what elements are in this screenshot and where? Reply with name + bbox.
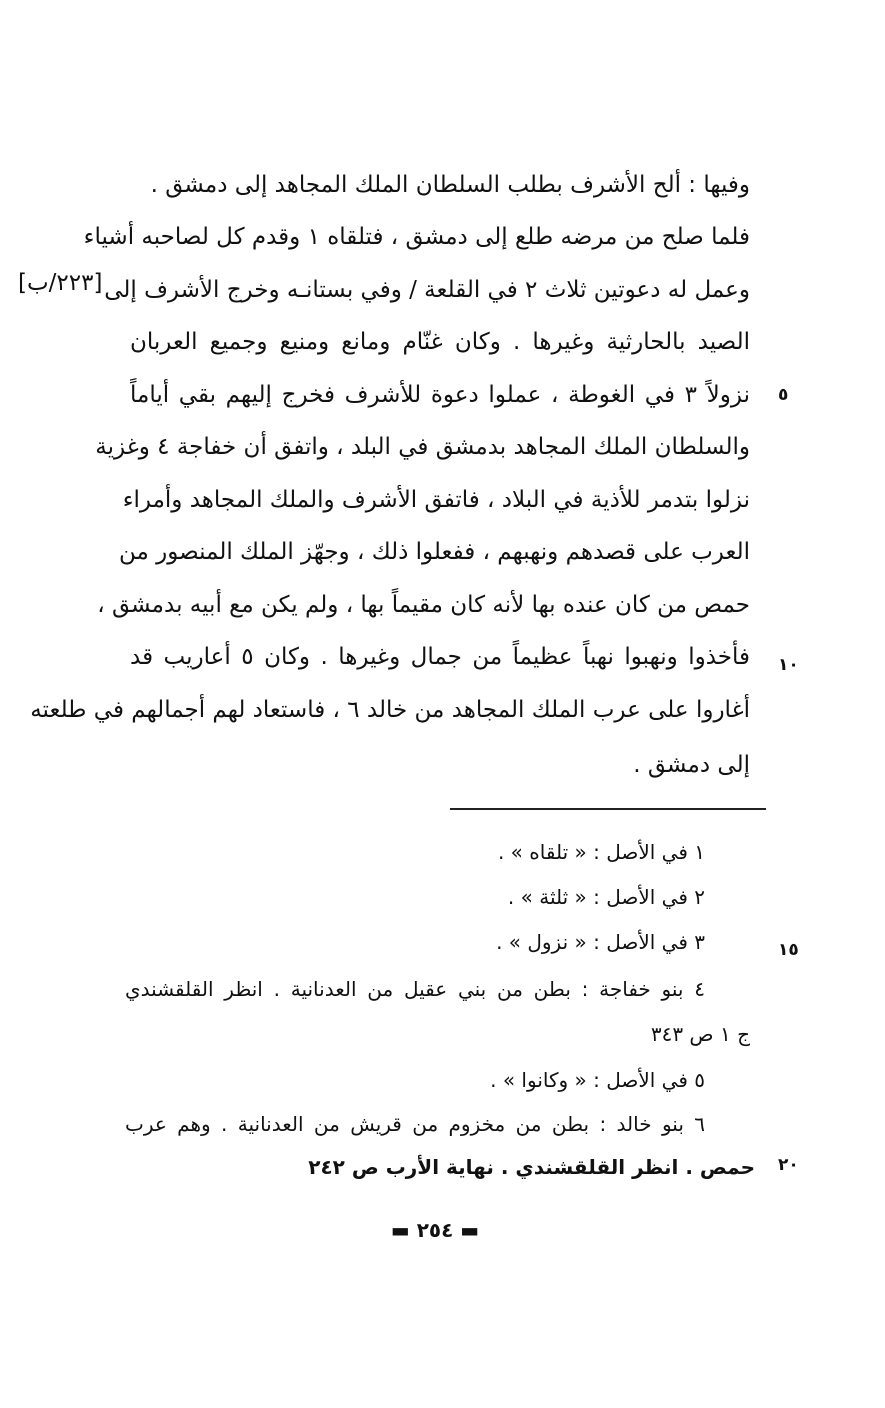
folio-marker: [٢٢٣/ب]: [18, 270, 103, 296]
line-number-5: ٥: [778, 385, 789, 405]
line-number-10: ١٠: [778, 655, 799, 675]
footnote-3: ٣ في الأصل : « نزول » .: [496, 930, 705, 954]
body-line-7: نزلوا بتدمر للأذية في البلاد ، فاتفق الأشرف والملك المجاهد وأمراء: [122, 487, 750, 513]
footnote-divider: [450, 808, 766, 810]
body-line-8: العرب على قصدهم ونهبهم ، ففعلوا ذلك ، وجهّز الملك المنصور من: [119, 539, 750, 565]
footnote-6-continued: حمص . انظر القلقشندي . نهاية الأرب ص ٢٤٢: [308, 1155, 755, 1179]
body-line-6: والسلطان الملك المجاهد بدمشق في البلد ، واتفق أن خفاجة ٤ وغزية: [95, 434, 750, 460]
body-line-2: فلما صلح من مرضه طلع إلى دمشق ، فتلقاه ١ وقدم كل لصاحبه أشياء: [83, 224, 750, 250]
body-line-5: نزولاً ٣ في الغوطة ، عملوا دعوة للأشرف فخرج إليهم بقي أياماً: [130, 382, 750, 408]
footnote-5: ٥ في الأصل : « وكانوا » .: [490, 1068, 705, 1092]
page-number-dash-left: ▬: [453, 1218, 480, 1242]
page-number-value: ٢٥٤: [416, 1218, 454, 1242]
line-number-15: ١٥: [778, 940, 799, 960]
body-line-11: أغاروا على عرب الملك المجاهد من خالد ٦ ، فاستعاد لهم أجمالهم في طلعته: [30, 697, 750, 723]
body-line-12: إلى دمشق .: [633, 752, 750, 778]
body-line-4: الصيد بالحارثية وغيرها . وكان غنّام ومانع ومنيع وجميع العربان: [130, 329, 750, 355]
footnote-1: ١ في الأصل : « تلقاه » .: [497, 840, 705, 864]
line-number-20: ٢٠: [778, 1155, 799, 1175]
footnote-4-continued: ج ١ ص ٣٤٣: [650, 1022, 750, 1046]
page-number-dash-right: ▬: [390, 1218, 417, 1242]
body-line-10: فأخذوا ونهبوا نهباً عظيماً من جمال وغيرها . وكان ٥ أعاريب قد: [130, 644, 750, 670]
footnote-2: ٢ في الأصل : « ثلثة » .: [507, 885, 705, 909]
footnote-6: ٦ بنو خالد : بطن من مخزوم من قريش من العدنانية . وهم عرب: [125, 1112, 705, 1136]
footnote-4: ٤ بنو خفاجة : بطن من بني عقيل من العدنانية . انظر القلقشندي: [125, 977, 705, 1001]
body-line-1: وفيها : ألح الأشرف بطلب السلطان الملك المجاهد إلى دمشق .: [150, 172, 750, 198]
body-line-3: وعمل له دعوتين ثلاث ٢ في القلعة / وفي بستانـه وخرج الأشرف إلى: [104, 277, 750, 303]
body-line-9: حمص من كان عنده بها لأنه كان مقيماً بها ، ولم يكن مع أبيه بدمشق ،: [97, 592, 750, 618]
page-number: [380, 1218, 490, 1242]
